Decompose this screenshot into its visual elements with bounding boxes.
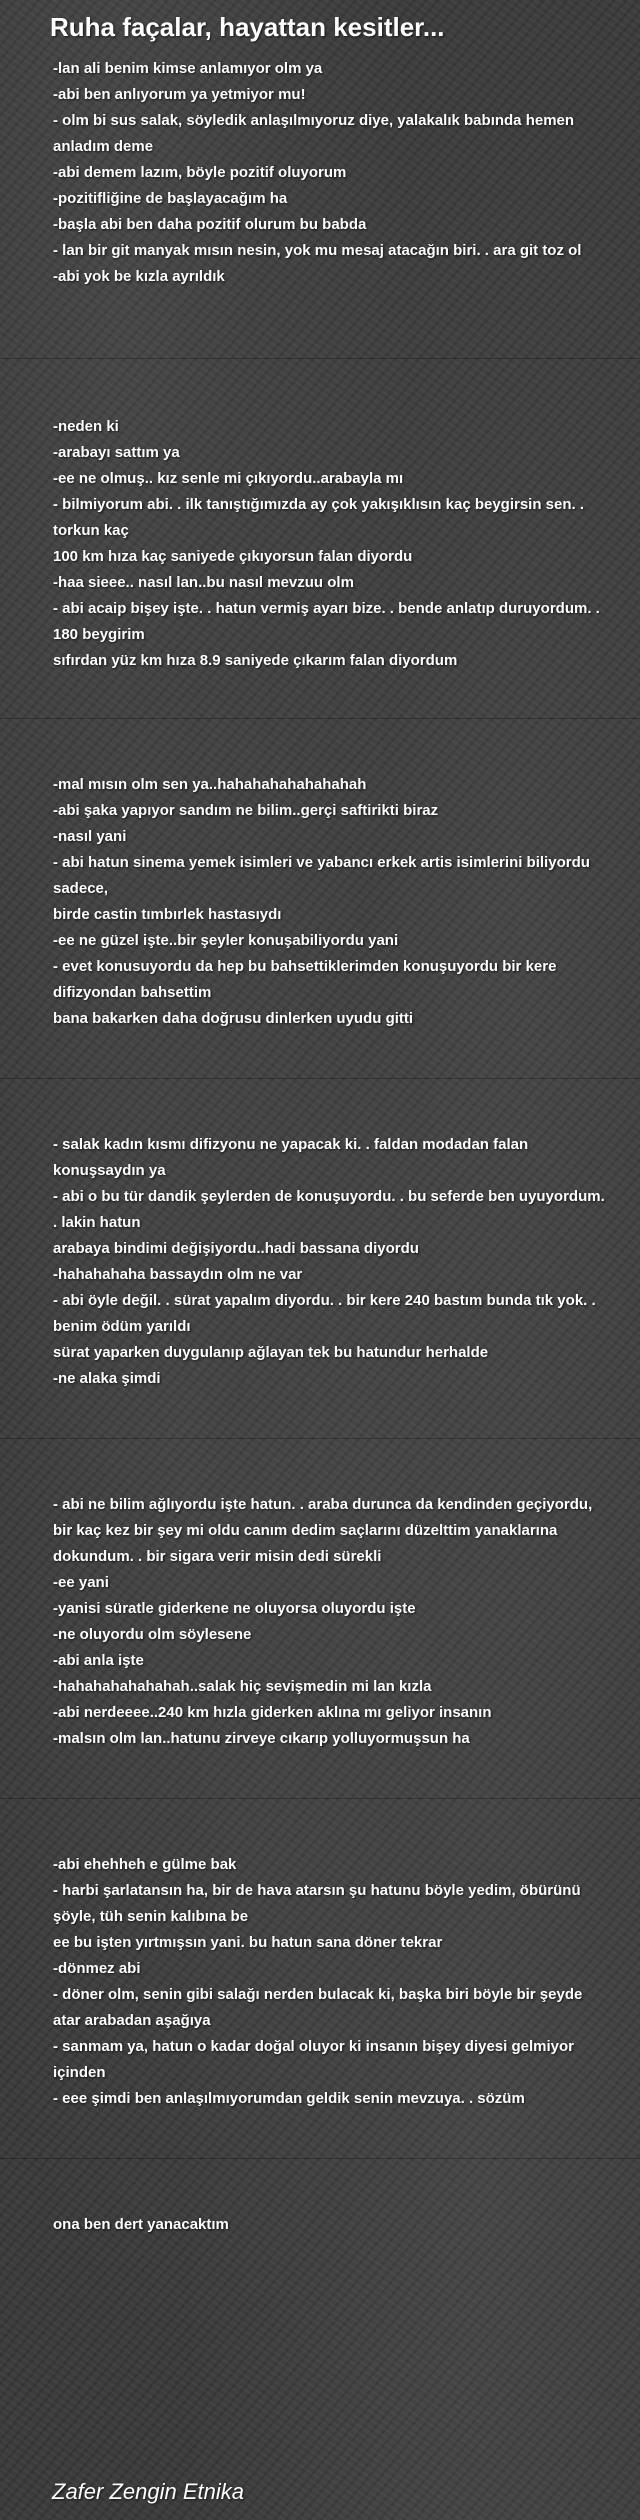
- poem-line: -abi anla işte: [53, 1652, 144, 1669]
- stanza-divider: [0, 1798, 640, 1799]
- poem-line: arabaya bindimi değişiyordu..hadi bassana diyordu: [53, 1240, 419, 1257]
- poem-line: -abi yok be kızla ayrıldık: [53, 268, 225, 285]
- poem-line: sürat yaparken duygulanıp ağlayan tek bu hatundur herhalde: [53, 1344, 489, 1361]
- author-name: Zafer Zengin Etnika: [52, 2479, 244, 2504]
- stanza-divider: [0, 1078, 640, 1079]
- stanza-5: [53, 1492, 608, 1752]
- stanza-divider: [0, 1438, 640, 1439]
- poem-line: - salak kadın kısmı difizyonu ne yapacak ki. . faldan modadan falan konuşsaydın ya: [53, 1136, 529, 1179]
- stanza-divider: [0, 718, 640, 719]
- poem-line: -ee ne güzel işte..bir şeyler konuşabiliyordu yani: [53, 932, 399, 949]
- poem-line: -abi şaka yapıyor sandım ne bilim..gerçi saftirikti biraz: [53, 802, 439, 819]
- poem-line: -dönmez abi: [53, 1960, 141, 1977]
- poem-line: - abi ne bilim ağlıyordu işte hatun. . araba durunca da kendinden geçiyordu, bir kaç kez bir şey mi oldu canım dedim saçlarını düzelttim yanaklarına dokundum. . bir sigara verir misin dedi sürekli: [53, 1496, 593, 1565]
- stanza-6: [53, 1852, 608, 2112]
- stanza-2: [53, 414, 608, 674]
- poem-line: ee bu işten yırtmışsın yani. bu hatun sana döner tekrar: [53, 1934, 443, 1951]
- poem-line: -hahahahahahahah..salak hiç sevişmedin mi lan kızla: [53, 1678, 432, 1695]
- poem-line: -ne oluyordu olm söylesene: [53, 1626, 252, 1643]
- poem-line: - döner olm, senin gibi salağı nerden bulacak ki, başka biri böyle bir şeyde atar arabadan aşağıya: [53, 1986, 583, 2029]
- poem-line: birde castin tımbırlek hastasıydı: [53, 906, 282, 923]
- poem-line: -malsın olm lan..hatunu zirveye cıkarıp yolluyormuşsun ha: [53, 1730, 470, 1747]
- poem-line: -abi ben anlıyorum ya yetmiyor mu!: [53, 86, 306, 103]
- poem-line: - evet konusuyordu da hep bu bahsettiklerimden konuşuyordu bir kere difizyondan bahsettim: [53, 958, 557, 1001]
- poem-line: -lan ali benim kimse anlamıyor olm ya: [53, 60, 323, 77]
- poem-line: -abi ehehheh e gülme bak: [53, 1856, 237, 1873]
- poem-line: -abi demem lazım, böyle pozitif oluyorum: [53, 164, 347, 181]
- poem-line: - lan bir git manyak mısın nesin, yok mu mesaj atacağın biri. . ara git toz ol: [53, 242, 582, 259]
- poem-line: -nasıl yani: [53, 828, 127, 845]
- stanza-divider: [0, 2158, 640, 2159]
- stanza-4: [53, 1132, 608, 1392]
- poem-line: - abi öyle değil. . sürat yapalım diyordu. . bir kere 240 bastım bunda tık yok. . benim ödüm yarıldı: [53, 1292, 596, 1335]
- poem-line: - harbi şarlatansın ha, bir de hava atarsın şu hatunu böyle yedim, öbürünü şöyle, tüh senin kalıbına be: [53, 1882, 581, 1925]
- poem-line: - bilmiyorum abi. . ilk tanıştığımızda ay çok yakışıklısın kaç beygirsin sen. . torkun kaç: [53, 496, 585, 539]
- stanza-3: [53, 772, 608, 1032]
- poem-line: - abi acaip bişey işte. . hatun vermiş ayarı bize. . bende anlatıp duruyordum. . 180 beygirim: [53, 600, 600, 643]
- stanza-divider: [0, 358, 640, 359]
- poem-line: -yanisi süratle giderkene ne oluyorsa oluyordu işte: [53, 1600, 416, 1617]
- poem-line: -pozitifliğine de başlayacağım ha: [53, 190, 288, 207]
- poem-line: -haa sieee.. nasıl lan..bu nasıl mevzuu olm: [53, 574, 354, 591]
- poem-line: -ee yani: [53, 1574, 109, 1591]
- poem-line: ona ben dert yanacaktım: [53, 2216, 229, 2233]
- stanza-7: [53, 2212, 608, 2238]
- poem-line: - abi o bu tür dandik şeylerden de konuşuyordu. . bu seferde ben uyuyordum. . lakin hatun: [53, 1188, 605, 1231]
- poem-line: sıfırdan yüz km hıza 8.9 saniyede çıkarım falan diyordum: [53, 652, 458, 669]
- stanza-1: [53, 56, 608, 290]
- poem-line: - eee şimdi ben anlaşılmıyorumdan geldik senin mevzuya. . sözüm: [53, 2090, 525, 2107]
- poem-line: bana bakarken daha doğrusu dinlerken uyudu gitti: [53, 1010, 414, 1027]
- poem-line: -neden ki: [53, 418, 119, 435]
- poem-line: -abi nerdeeee..240 km hızla giderken aklına mı geliyor insanın: [53, 1704, 492, 1721]
- poem-line: -ne alaka şimdi: [53, 1370, 161, 1387]
- poem-title: Ruha façalar, hayattan kesitler...: [50, 12, 445, 42]
- poem-line: -hahahahaha bassaydın olm ne var: [53, 1266, 303, 1283]
- poem-line: -başla abi ben daha pozitif olurum bu babda: [53, 216, 367, 233]
- poem-line: - olm bi sus salak, söyledik anlaşılmıyoruz diye, yalakalık babında hemen anladım deme: [53, 112, 575, 155]
- poem-line: - sanmam ya, hatun o kadar doğal oluyor ki insanın bişey diyesi gelmiyor içinden: [53, 2038, 574, 2081]
- poem-line: 100 km hıza kaç saniyede çıkıyorsun falan diyordu: [53, 548, 413, 565]
- poem-line: -ee ne olmuş.. kız senle mi çıkıyordu..arabayla mı: [53, 470, 404, 487]
- poem-line: -mal mısın olm sen ya..hahahahahahahahah: [53, 776, 367, 793]
- poem-line: -arabayı sattım ya: [53, 444, 180, 461]
- poem-line: - abi hatun sinema yemek isimleri ve yabancı erkek artis isimlerini biliyordu sadece,: [53, 854, 590, 897]
